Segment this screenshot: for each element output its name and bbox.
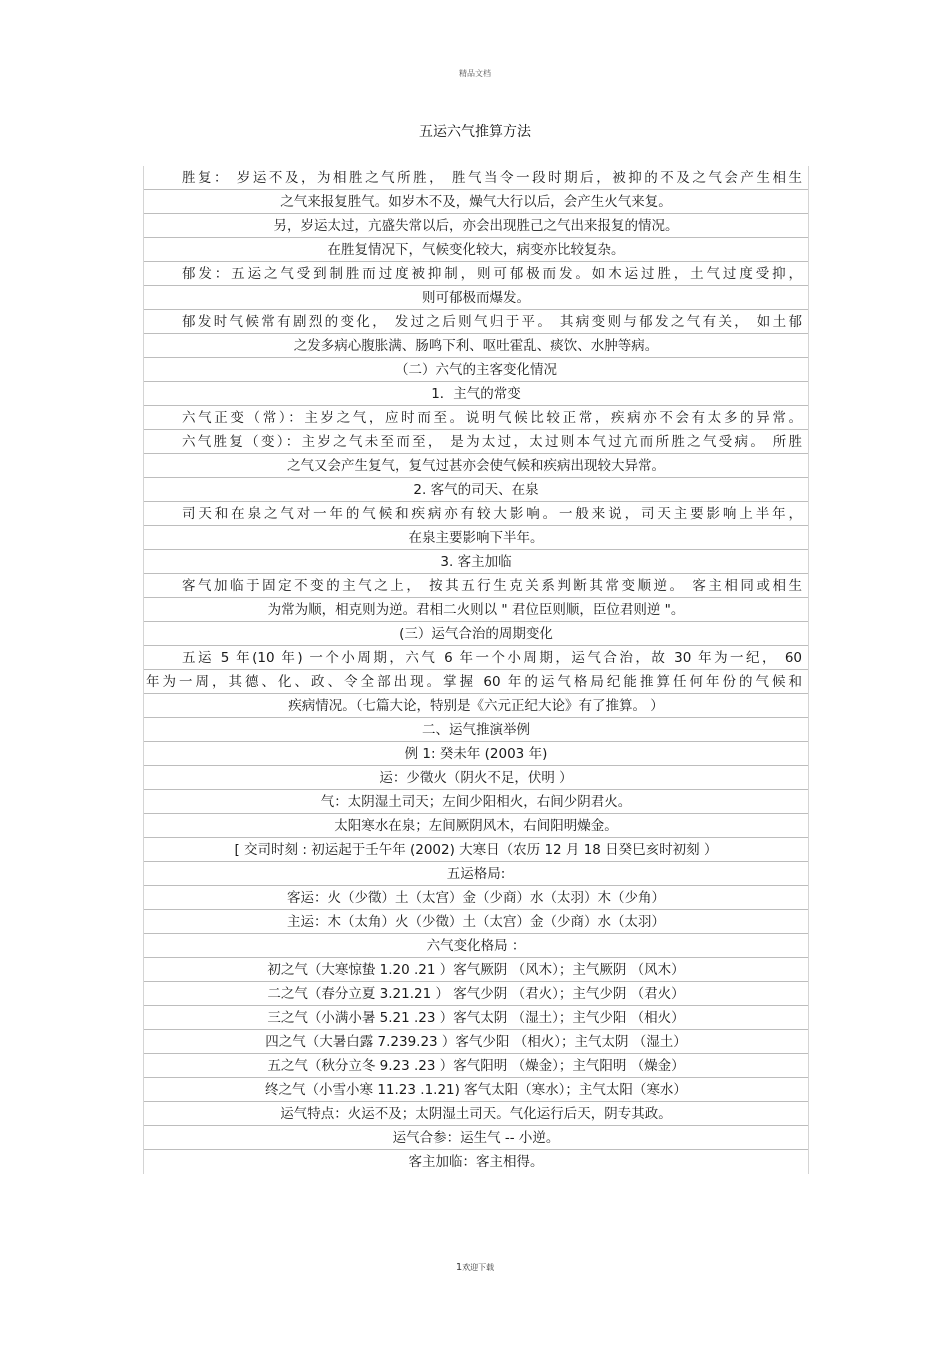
text-line: 运气合参：运生气 -- 小逆。: [144, 1126, 808, 1150]
subsection-heading: 3. 客主加临: [144, 550, 808, 574]
text-line: 为常为顺，相克则为逆。君相二火则以 " 君位臣则顺，臣位君则逆 "。: [144, 598, 808, 622]
footer-note: 欢迎下载: [462, 1263, 495, 1272]
text-line: 运：少徵火（阴火不足，伏明 ）: [144, 766, 808, 790]
text-line: 之气又会产生复气，复气过甚亦会使气候和疾病出现较大异常。: [144, 454, 808, 478]
text-line: 客主加临：客主相得。: [408, 1154, 544, 1170]
page-title: 五运六气推算方法: [419, 124, 531, 140]
text-line: 四之气（大暑白露 7.239.23 ）客气少阳 （相火）；主气太阴 （湿土）: [144, 1030, 808, 1054]
text-line: 司天和在泉之气对一年的气候和疾病亦有较大影响。一般来说，司天主要影响上半年，: [144, 502, 808, 526]
text-line: 太阳寒水在泉；左间厥阴风木，右间阳明燥金。: [144, 814, 808, 838]
text-line: [ 交司时刻 : 初运起于壬午年 (2002) 大寒日（农历 12 月 18 日癸巳亥时初刻 ）: [144, 838, 808, 862]
text-line: 年为一周，其德、化、政、令全部出现。掌握 60 年的运气格局纪能推算任何年份的气候和: [144, 670, 808, 694]
text-line: 之气来报复胜气。如岁木不及，燥气大行以后，会产生火气来复。: [144, 190, 808, 214]
text-line: 主运：木（太角）火（少徵）土（太宫）金（少商）水（太羽）: [144, 910, 808, 934]
text-line: 五之气（秋分立冬 9.23 .23 ）客气阳明 （燥金）；主气阳明 （燥金）: [144, 1054, 808, 1078]
section-heading: （二）六气的主客变化情况: [144, 358, 808, 382]
text-line: 客气加临于固定不变的主气之上， 按其五行生克关系判断其常变顺逆。 客主相同或相生: [144, 574, 808, 598]
text-line: 郁发时气候常有剧烈的变化， 发过之后则气归于平。 其病变则与郁发之气有关， 如土郁: [144, 310, 808, 334]
text-line: 郁发：五运之气受到制胜而过度被抑制，则可郁极而发。如木运过胜，土气过度受抑，: [144, 262, 808, 286]
section-heading: (三）运气合治的周期变化: [144, 622, 808, 646]
text-line: 在胜复情况下，气候变化较大，病变亦比较复杂。: [144, 238, 808, 262]
subsection-heading: 2. 客气的司天、在泉: [144, 478, 808, 502]
text-line: 终之气（小雪小寒 11.23 .1.21) 客气太阳（寒水）；主气太阳（寒水）: [144, 1078, 808, 1102]
page-number: 1: [455, 1262, 463, 1273]
example-heading: 例 1: 癸未年 (2003 年): [144, 742, 808, 766]
subsection-heading: 1．主气的常变: [144, 382, 808, 406]
text-line: 五运格局:: [144, 862, 808, 886]
text-line: 客运：火（少徵）土（太宫）金（少商）水（太羽）木（少角）: [144, 886, 808, 910]
text-line: 二之气（春分立夏 3.21.21 ） 客气少阴 （君火）；主气少阴 （君火）: [144, 982, 808, 1006]
text-line: 胜复： 岁运不及，为相胜之气所胜， 胜气当令一段时期后，被抑的不及之气会产生相生: [144, 166, 808, 190]
text-line: 则可郁极而爆发。: [144, 286, 808, 310]
page-footer: [0, 1262, 950, 1273]
header-note: 精品文档: [459, 69, 491, 78]
text-line: 气：太阴湿土司天；左间少阳相火，右间少阴君火。: [144, 790, 808, 814]
text-line: 之发多病心腹胀满、肠鸣下利、呕吐霍乱、痰饮、水肿等病。: [144, 334, 808, 358]
text-line: 三之气（小满小暑 5.21 .23 ）客气太阴 （湿土）；主气少阳 （相火）: [144, 1006, 808, 1030]
text-line: 疾病情况。（七篇大论，特别是《六元正纪大论》有了推算。 ）: [144, 694, 808, 718]
text-line: 初之气（大寒惊蛰 1.20 .21 ）客气厥阴 （风木）；主气厥阴 （风木）: [144, 958, 808, 982]
text-line: 六气变化格局 ：: [144, 934, 808, 958]
text-line: 五运 5 年(10 年) 一个小周期，六气 6 年一个小周期，运气合治，故 30 年为一纪， 60: [144, 646, 808, 670]
text-line: 运气特点：火运不及；太阴湿土司天。气化运行后天，阴专其政。: [144, 1102, 808, 1126]
text-line: 在泉主要影响下半年。: [144, 526, 808, 550]
text-line: 六气胜复（变）：主岁之气未至而至， 是为太过，太过则本气过亢而所胜之气受病。 所胜: [144, 430, 808, 454]
text-line: 另，岁运太过，亢盛失常以后，亦会出现胜己之气出来报复的情况。: [144, 214, 808, 238]
text-line: 六气正变（常）：主岁之气，应时而至。说明气候比较正常，疾病亦不会有太多的异常。: [144, 406, 808, 430]
document-body: [143, 166, 809, 1174]
section-heading: 二、运气推演举例: [144, 718, 808, 742]
